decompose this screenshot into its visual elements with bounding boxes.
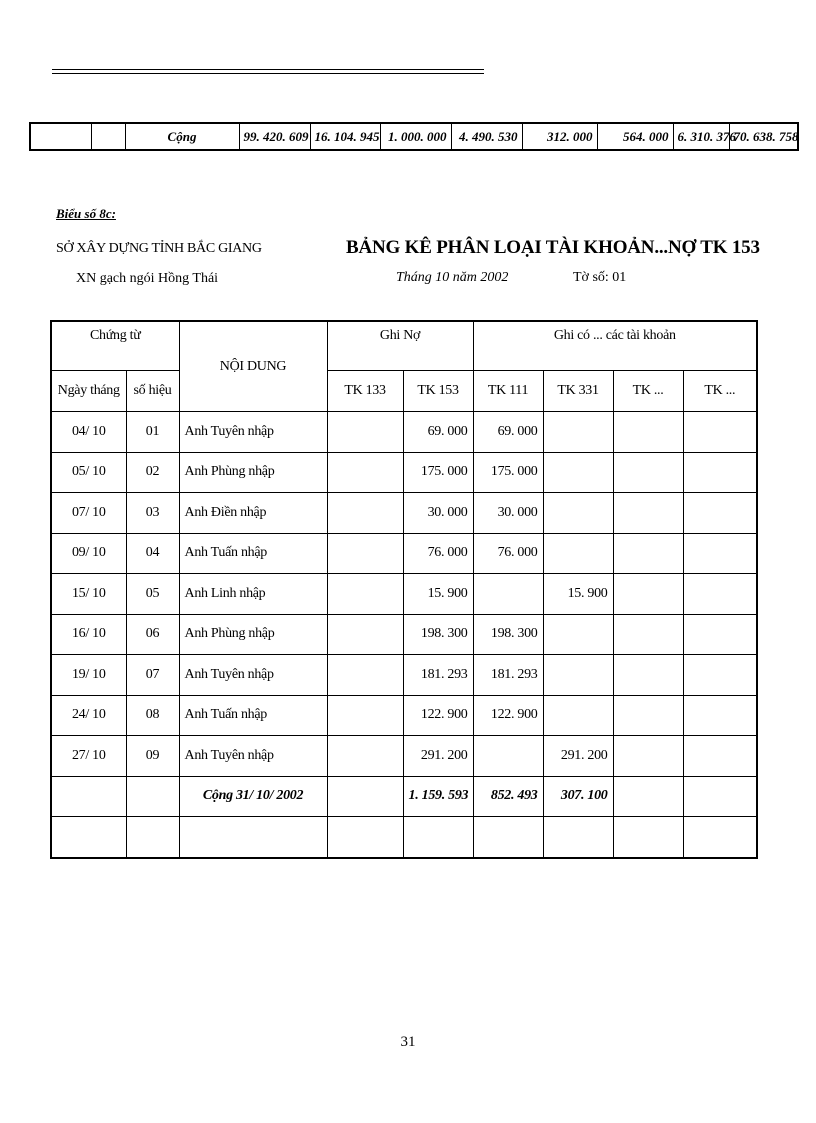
empty-row (51, 817, 757, 858)
cell-date: 09/ 10 (51, 533, 126, 574)
cell-tk331 (543, 614, 613, 655)
form-code: Biểu số 8c: (56, 206, 116, 221)
header-ghi-no: Ghi Nợ (327, 321, 473, 371)
summary-value: 564. 000 (597, 123, 673, 150)
cell-description: Anh Tuấn nhập (179, 695, 327, 736)
cell-tk153: 76. 000 (403, 533, 473, 574)
total-label: Cộng 31/ 10/ 2002 (179, 776, 327, 817)
cell-date: 27/ 10 (51, 736, 126, 777)
cell-tk111: 76. 000 (473, 533, 543, 574)
cell-description: Anh Phùng nhập (179, 452, 327, 493)
cell-tk331 (543, 533, 613, 574)
cell-voucher-no: 03 (126, 493, 179, 534)
cell-tk-other-2 (683, 452, 757, 493)
summary-blank-2 (91, 123, 125, 150)
cell-tk-other-2 (683, 736, 757, 777)
cell-description: Anh Phùng nhập (179, 614, 327, 655)
empty-cell (613, 817, 683, 858)
cell-date: 04/ 10 (51, 412, 126, 453)
header-chung-tu: Chứng từ (51, 321, 179, 371)
cell-tk331 (543, 655, 613, 696)
subheader-tk133: TK 133 (327, 371, 403, 412)
cell-tk111: 122. 900 (473, 695, 543, 736)
summary-value: 16. 104. 945 (310, 123, 380, 150)
summary-blank-1 (30, 123, 91, 150)
table-row (51, 493, 757, 534)
cell-description: Anh Tuyên nhập (179, 736, 327, 777)
cell-tk-other-2 (683, 655, 757, 696)
cell-tk331: 291. 200 (543, 736, 613, 777)
cell-tk331: 15. 900 (543, 574, 613, 615)
total-tk133 (327, 776, 403, 817)
cell-tk-other-1 (613, 655, 683, 696)
empty-cell (543, 817, 613, 858)
cell-tk111: 69. 000 (473, 412, 543, 453)
total-tk111: 852. 493 (473, 776, 543, 817)
subheader-tk331: TK 331 (543, 371, 613, 412)
cell-tk153: 122. 900 (403, 695, 473, 736)
cell-tk-other-2 (683, 412, 757, 453)
cell-tk111: 181. 293 (473, 655, 543, 696)
cell-tk331 (543, 493, 613, 534)
cell-tk331 (543, 695, 613, 736)
subheader-tk153: TK 153 (403, 371, 473, 412)
table-row (51, 736, 757, 777)
subheader-tk-other-1: TK ... (613, 371, 683, 412)
subheader-so-hieu: số hiệu (126, 371, 179, 412)
ledger-table (50, 320, 758, 859)
table-row (51, 614, 757, 655)
table-row (51, 533, 757, 574)
cell-tk153: 15. 900 (403, 574, 473, 615)
empty-cell (327, 817, 403, 858)
cell-voucher-no: 01 (126, 412, 179, 453)
cell-tk133 (327, 736, 403, 777)
cell-description: Anh Tuyên nhập (179, 655, 327, 696)
cell-tk-other-2 (683, 695, 757, 736)
summary-value: 4. 490. 530 (451, 123, 522, 150)
cell-description: Anh Tuyên nhập (179, 412, 327, 453)
cell-voucher-no: 04 (126, 533, 179, 574)
cell-tk111 (473, 574, 543, 615)
top-double-rule (52, 69, 484, 74)
cell-tk153: 30. 000 (403, 493, 473, 534)
total-row (51, 776, 757, 817)
summary-value: 70. 638. 758 (729, 123, 798, 150)
cell-tk133 (327, 695, 403, 736)
empty-cell (51, 817, 126, 858)
cell-tk-other-1 (613, 736, 683, 777)
cell-tk-other-1 (613, 493, 683, 534)
cell-tk153: 198. 300 (403, 614, 473, 655)
cell-tk111: 198. 300 (473, 614, 543, 655)
cell-tk133 (327, 574, 403, 615)
table-row (51, 655, 757, 696)
cell-tk133 (327, 452, 403, 493)
cell-date: 16/ 10 (51, 614, 126, 655)
reporting-period: Tháng 10 năm 2002 (396, 270, 509, 285)
cell-tk331 (543, 412, 613, 453)
empty-cell (403, 817, 473, 858)
subheader-ngay-thang: Ngày tháng (51, 371, 126, 412)
document-title: BẢNG KÊ PHÂN LOẠI TÀI KHOẢN...NỢ TK 153 (346, 237, 760, 258)
cell-voucher-no: 05 (126, 574, 179, 615)
cell-tk153: 69. 000 (403, 412, 473, 453)
cell-tk133 (327, 493, 403, 534)
cell-date: 24/ 10 (51, 695, 126, 736)
cell-tk-other-1 (613, 574, 683, 615)
cell-description: Anh Tuấn nhập (179, 533, 327, 574)
header-ghi-co: Ghi có ... các tài khoản (473, 321, 757, 371)
carryover-total-row (29, 122, 799, 151)
table-row (51, 452, 757, 493)
table-row (51, 412, 757, 453)
cell-description: Anh Linh nhập (179, 574, 327, 615)
cell-tk133 (327, 533, 403, 574)
page-number: 31 (400, 1034, 416, 1050)
total-blank-no (126, 776, 179, 817)
enterprise-name: XN gạch ngói Hồng Thái (76, 271, 219, 286)
cell-tk-other-2 (683, 614, 757, 655)
summary-label: Cộng (125, 123, 239, 150)
summary-value: 6. 310. 376 (673, 123, 729, 150)
cell-tk153: 181. 293 (403, 655, 473, 696)
cell-date: 07/ 10 (51, 493, 126, 534)
cell-tk111: 30. 000 (473, 493, 543, 534)
cell-date: 19/ 10 (51, 655, 126, 696)
cell-description: Anh Điền nhập (179, 493, 327, 534)
summary-value: 1. 000. 000 (380, 123, 451, 150)
cell-tk-other-2 (683, 533, 757, 574)
cell-tk-other-1 (613, 412, 683, 453)
cell-tk111 (473, 736, 543, 777)
subheader-tk111: TK 111 (473, 371, 543, 412)
subheader-tk-other-2: TK ... (683, 371, 757, 412)
sheet-number: Tờ số: 01 (573, 270, 627, 285)
empty-cell (683, 817, 757, 858)
organization-name: SỞ XÂY DỰNG TỈNH BẮC GIANG (56, 241, 262, 256)
cell-voucher-no: 06 (126, 614, 179, 655)
empty-cell (126, 817, 179, 858)
cell-tk133 (327, 655, 403, 696)
table-row (51, 695, 757, 736)
cell-voucher-no: 09 (126, 736, 179, 777)
total-tk331: 307. 100 (543, 776, 613, 817)
total-tk-other-2 (683, 776, 757, 817)
summary-value: 312. 000 (522, 123, 597, 150)
cell-tk331 (543, 452, 613, 493)
cell-tk-other-1 (613, 533, 683, 574)
cell-date: 05/ 10 (51, 452, 126, 493)
cell-tk-other-1 (613, 452, 683, 493)
cell-tk153: 175. 000 (403, 452, 473, 493)
cell-tk133 (327, 614, 403, 655)
empty-cell (473, 817, 543, 858)
cell-date: 15/ 10 (51, 574, 126, 615)
summary-value: 99. 420. 609 (239, 123, 310, 150)
cell-tk133 (327, 412, 403, 453)
cell-voucher-no: 02 (126, 452, 179, 493)
header-noi-dung: NỘI DUNG (179, 321, 327, 412)
cell-tk-other-2 (683, 574, 757, 615)
cell-tk-other-1 (613, 614, 683, 655)
total-tk-other-1 (613, 776, 683, 817)
cell-tk111: 175. 000 (473, 452, 543, 493)
table-row (51, 574, 757, 615)
cell-voucher-no: 07 (126, 655, 179, 696)
cell-voucher-no: 08 (126, 695, 179, 736)
empty-cell (179, 817, 327, 858)
total-blank-date (51, 776, 126, 817)
cell-tk-other-2 (683, 493, 757, 534)
total-tk153: 1. 159. 593 (403, 776, 473, 817)
cell-tk-other-1 (613, 695, 683, 736)
cell-tk153: 291. 200 (403, 736, 473, 777)
